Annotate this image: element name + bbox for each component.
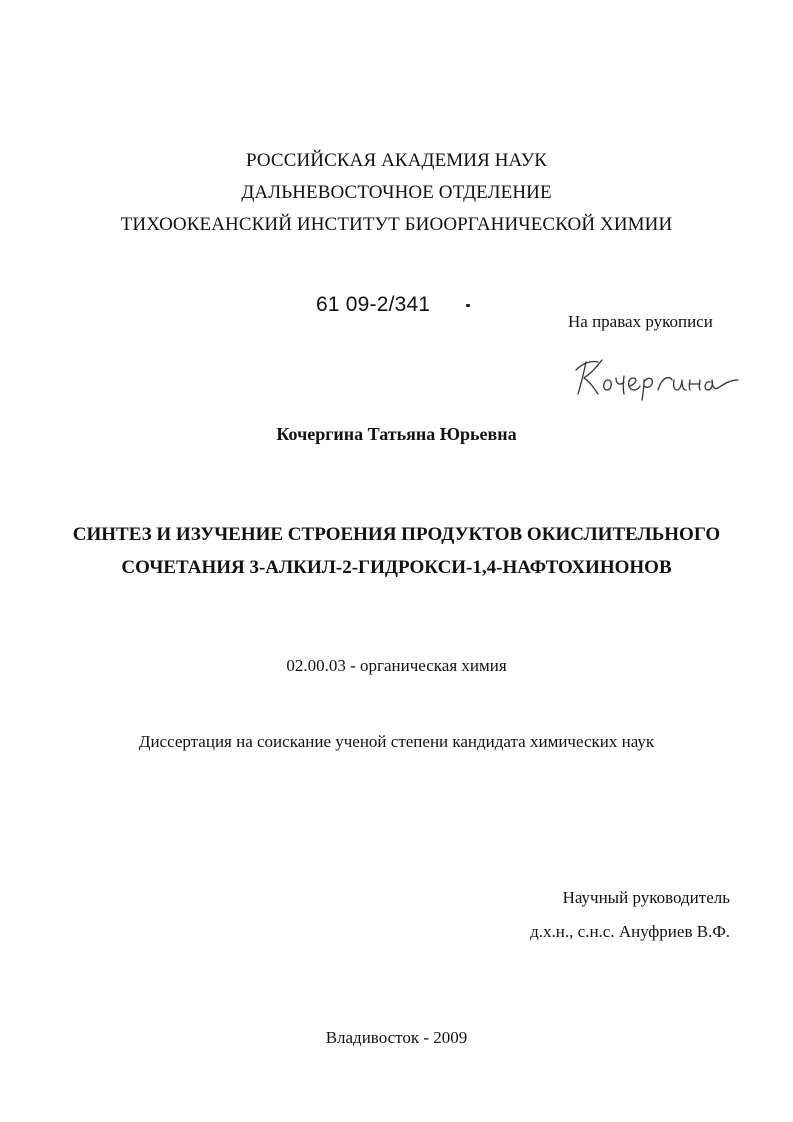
specialty-code: 02.00.03 - органическая химия xyxy=(286,656,507,675)
manuscript-rights-note: На правах рукописи xyxy=(568,312,713,331)
catalog-mark xyxy=(466,304,470,307)
institution-line-2: ДАЛЬНЕВОСТОЧНОЕ ОТДЕЛЕНИЕ xyxy=(241,182,552,203)
handwritten-signature xyxy=(572,350,742,402)
dissertation-title-line-2: СОЧЕТАНИЯ 3-АЛКИЛ-2-ГИДРОКСИ-1,4-НАФТОХИНОНОВ xyxy=(121,557,672,578)
supervisor-name: д.х.н., с.н.с. Ануфриев В.Ф. xyxy=(530,922,730,941)
author-name: Кочергина Татьяна Юрьевна xyxy=(276,424,517,444)
catalog-number: 61 09-2/341 xyxy=(316,293,431,316)
dissertation-type: Диссертация на соискание ученой степени кандидата химических наук xyxy=(138,732,655,751)
dissertation-title-line-1: СИНТЕЗ И ИЗУЧЕНИЕ СТРОЕНИЯ ПРОДУКТОВ ОКИСЛИТЕЛЬНОГО xyxy=(72,524,721,545)
place-and-year: Владивосток - 2009 xyxy=(325,1028,468,1047)
institution-line-1: РОССИЙСКАЯ АКАДЕМИЯ НАУК xyxy=(245,150,548,171)
supervisor-label: Научный руководитель xyxy=(562,888,730,907)
institution-line-3: ТИХООКЕАНСКИЙ ИНСТИТУТ БИООРГАНИЧЕСКОЙ ХИМИИ xyxy=(120,214,673,235)
